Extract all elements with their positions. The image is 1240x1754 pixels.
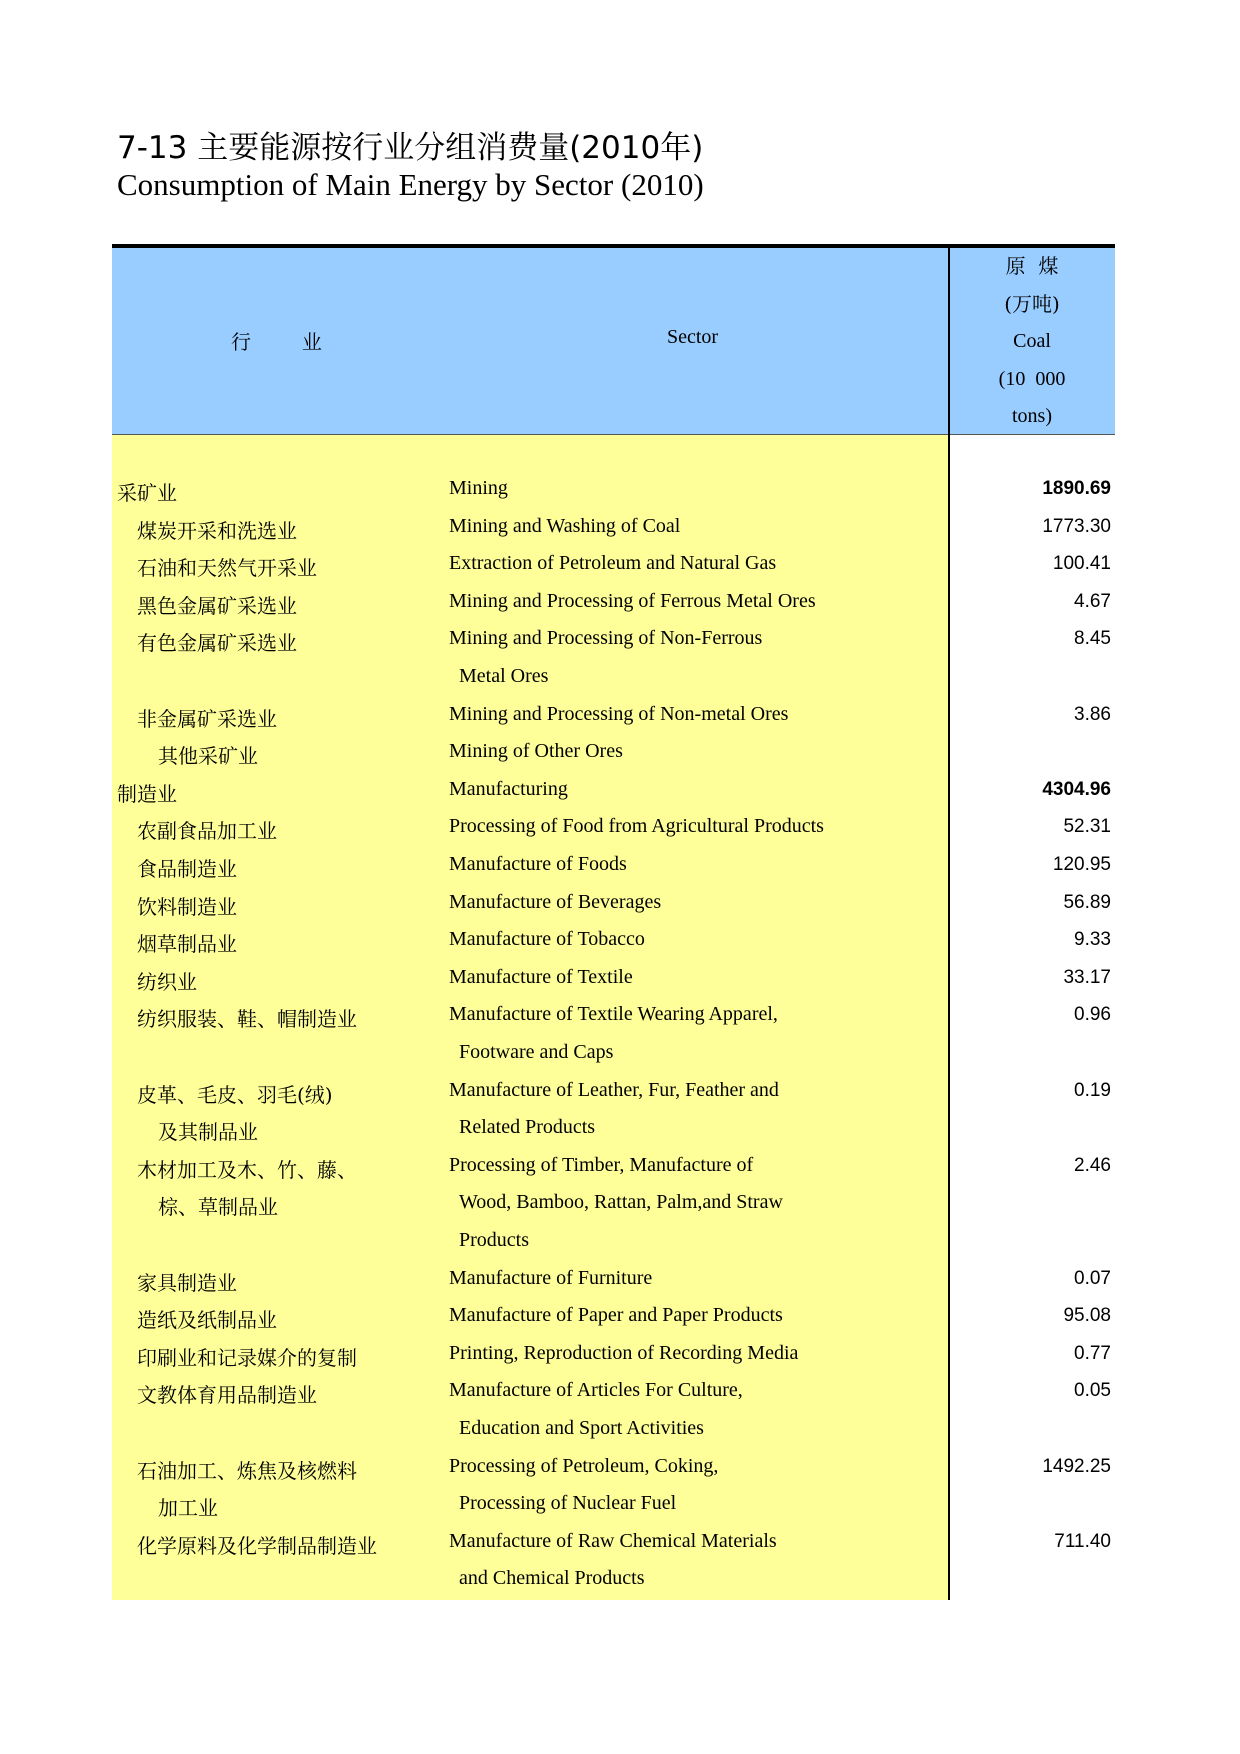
coal-value: 33.17 bbox=[1063, 966, 1111, 988]
coal-value: 1773.30 bbox=[1042, 515, 1111, 537]
sector-en: Processing of Food from Agricultural Products bbox=[449, 815, 824, 838]
sector-cn: 印刷业和记录媒介的复制 bbox=[137, 1345, 357, 1370]
table-row bbox=[0, 1260, 1240, 1298]
table-row bbox=[0, 1560, 1240, 1598]
sector-en: and Chemical Products bbox=[459, 1567, 645, 1590]
sector-en: Processing of Nuclear Fuel bbox=[459, 1492, 677, 1515]
table-row bbox=[0, 658, 1240, 696]
sector-cn: 棕、草制品业 bbox=[158, 1195, 278, 1220]
sector-en: Mining and Washing of Coal bbox=[449, 514, 681, 537]
sector-cn: 制造业 bbox=[117, 781, 177, 806]
coal-value: 100.41 bbox=[1052, 553, 1111, 575]
sector-cn: 化学原料及化学制品制造业 bbox=[137, 1533, 377, 1558]
table-row bbox=[0, 808, 1240, 846]
header-coal-line: (万吨) bbox=[1004, 291, 1060, 316]
sector-en: Manufacture of Articles For Culture, bbox=[449, 1379, 743, 1402]
sector-en: Mining and Processing of Non-metal Ores bbox=[449, 702, 789, 725]
table-row bbox=[0, 921, 1240, 959]
table-row bbox=[0, 470, 1240, 508]
sector-cn: 文教体育用品制造业 bbox=[137, 1383, 317, 1408]
sector-en: Printing, Reproduction of Recording Media bbox=[449, 1341, 799, 1364]
coal-value: 4.67 bbox=[1074, 590, 1111, 612]
table-row bbox=[0, 733, 1240, 771]
sector-en: Related Products bbox=[459, 1116, 596, 1139]
sector-cn: 饮料制造业 bbox=[137, 894, 237, 919]
sector-cn: 纺织服装、鞋、帽制造业 bbox=[137, 1007, 357, 1032]
coal-value: 2.46 bbox=[1074, 1154, 1111, 1176]
coal-value: 9.33 bbox=[1074, 929, 1111, 951]
header-coal bbox=[952, 248, 1112, 436]
sector-en: Manufacture of Foods bbox=[449, 853, 627, 875]
table-row bbox=[0, 1372, 1240, 1410]
table-row bbox=[0, 1184, 1240, 1222]
sector-cn: 有色金属矿采选业 bbox=[137, 631, 297, 656]
coal-value: 4304.96 bbox=[1042, 778, 1111, 800]
coal-value: 0.05 bbox=[1074, 1380, 1111, 1402]
sector-cn: 加工业 bbox=[158, 1496, 218, 1521]
sector-cn: 木材加工及木、竹、藤、 bbox=[137, 1157, 357, 1182]
sector-en: Manufacture of Furniture bbox=[449, 1266, 653, 1289]
table-row bbox=[0, 1448, 1240, 1486]
coal-value: 0.07 bbox=[1074, 1267, 1111, 1289]
table-row bbox=[0, 1335, 1240, 1373]
coal-value: 711.40 bbox=[1054, 1530, 1111, 1552]
coal-value: 1492.25 bbox=[1042, 1455, 1111, 1477]
coal-value: 0.96 bbox=[1074, 1004, 1111, 1026]
table-row bbox=[0, 771, 1240, 809]
table-row bbox=[0, 1222, 1240, 1260]
table-row bbox=[0, 1523, 1240, 1561]
header-sector-cn: 行 业 bbox=[231, 330, 322, 354]
sector-en: Processing of Petroleum, Coking, bbox=[449, 1454, 719, 1477]
table-row bbox=[0, 846, 1240, 884]
sector-en: Mining and Processing of Non-Ferrous bbox=[449, 627, 763, 650]
table-row bbox=[0, 620, 1240, 658]
table-row bbox=[0, 508, 1240, 546]
page-title-en: Consumption of Main Energy by Sector (2010) bbox=[117, 167, 704, 202]
table-row bbox=[0, 1034, 1240, 1072]
header-coal-line: (10 000 bbox=[998, 367, 1066, 390]
sector-en: Extraction of Petroleum and Natural Gas bbox=[449, 552, 777, 575]
sector-en: Manufacture of Raw Chemical Materials bbox=[449, 1529, 777, 1552]
table-row bbox=[0, 1485, 1240, 1523]
sector-en: Manufacturing bbox=[449, 777, 568, 800]
sector-en: Metal Ores bbox=[459, 665, 549, 687]
coal-value: 3.86 bbox=[1074, 703, 1111, 725]
coal-value: 52.31 bbox=[1063, 816, 1111, 838]
sector-en: Mining bbox=[449, 477, 508, 499]
sector-cn: 皮革、毛皮、羽毛(绒) bbox=[137, 1082, 333, 1107]
sector-en: Manufacture of Textile Wearing Apparel, bbox=[449, 1003, 778, 1026]
sector-cn: 其他采矿业 bbox=[158, 744, 258, 769]
sector-cn: 采矿业 bbox=[117, 481, 177, 505]
table-row bbox=[0, 583, 1240, 621]
sector-cn: 黑色金属矿采选业 bbox=[137, 593, 297, 618]
sector-en: Mining of Other Ores bbox=[449, 740, 623, 763]
sector-cn: 非金属矿采选业 bbox=[137, 706, 277, 731]
coal-value: 95.08 bbox=[1063, 1305, 1111, 1327]
sector-en: Manufacture of Leather, Fur, Feather and bbox=[449, 1078, 779, 1101]
coal-value: 0.19 bbox=[1074, 1079, 1111, 1101]
table-row bbox=[0, 1297, 1240, 1335]
coal-value: 120.95 bbox=[1052, 854, 1111, 875]
sector-cn: 食品制造业 bbox=[137, 857, 237, 881]
sector-cn: 家具制造业 bbox=[137, 1270, 237, 1295]
table-row bbox=[0, 1147, 1240, 1185]
sector-cn: 纺织业 bbox=[137, 969, 197, 994]
sector-en: Wood, Bamboo, Rattan, Palm,and Straw bbox=[459, 1191, 783, 1214]
coal-value: 0.77 bbox=[1074, 1342, 1111, 1364]
table-row bbox=[0, 959, 1240, 997]
sector-cn: 石油和天然气开采业 bbox=[137, 556, 317, 581]
sector-en: Products bbox=[459, 1229, 529, 1251]
table-row bbox=[0, 1109, 1240, 1147]
sector-en: Mining and Processing of Ferrous Metal Ores bbox=[449, 589, 816, 612]
table-row bbox=[0, 996, 1240, 1034]
sector-cn: 煤炭开采和洗选业 bbox=[137, 518, 297, 543]
coal-value: 8.45 bbox=[1074, 628, 1111, 650]
sector-en: Manufacture of Beverages bbox=[449, 890, 662, 913]
table-row bbox=[0, 884, 1240, 922]
page-title-cn: 7-13 主要能源按行业分组消费量(2010年) bbox=[117, 130, 704, 166]
sector-cn: 石油加工、炼焦及核燃料 bbox=[137, 1458, 357, 1483]
coal-value: 56.89 bbox=[1063, 891, 1111, 913]
table-row bbox=[0, 696, 1240, 734]
table-row bbox=[0, 1410, 1240, 1448]
sector-cn: 造纸及纸制品业 bbox=[137, 1308, 277, 1333]
sector-en: Footware and Caps bbox=[459, 1041, 614, 1063]
sector-en: Processing of Timber, Manufacture of bbox=[449, 1153, 754, 1176]
sector-cn: 及其制品业 bbox=[158, 1120, 258, 1145]
sector-en: Manufacture of Paper and Paper Products bbox=[449, 1304, 783, 1327]
sector-en: Manufacture of Textile bbox=[449, 965, 633, 988]
coal-value: 1890.69 bbox=[1042, 478, 1111, 499]
header-coal-line: Coal bbox=[1013, 330, 1051, 352]
table-row bbox=[0, 1072, 1240, 1110]
header-coal-line: tons) bbox=[1012, 405, 1052, 427]
header-coal-line: 原 煤 bbox=[1005, 254, 1059, 278]
header-sector-en: Sector bbox=[667, 326, 719, 348]
sector-cn: 烟草制品业 bbox=[137, 932, 237, 957]
sector-cn: 农副食品加工业 bbox=[137, 819, 277, 844]
sector-en: Education and Sport Activities bbox=[459, 1417, 704, 1439]
table-row bbox=[0, 545, 1240, 583]
sector-en: Manufacture of Tobacco bbox=[449, 928, 645, 951]
